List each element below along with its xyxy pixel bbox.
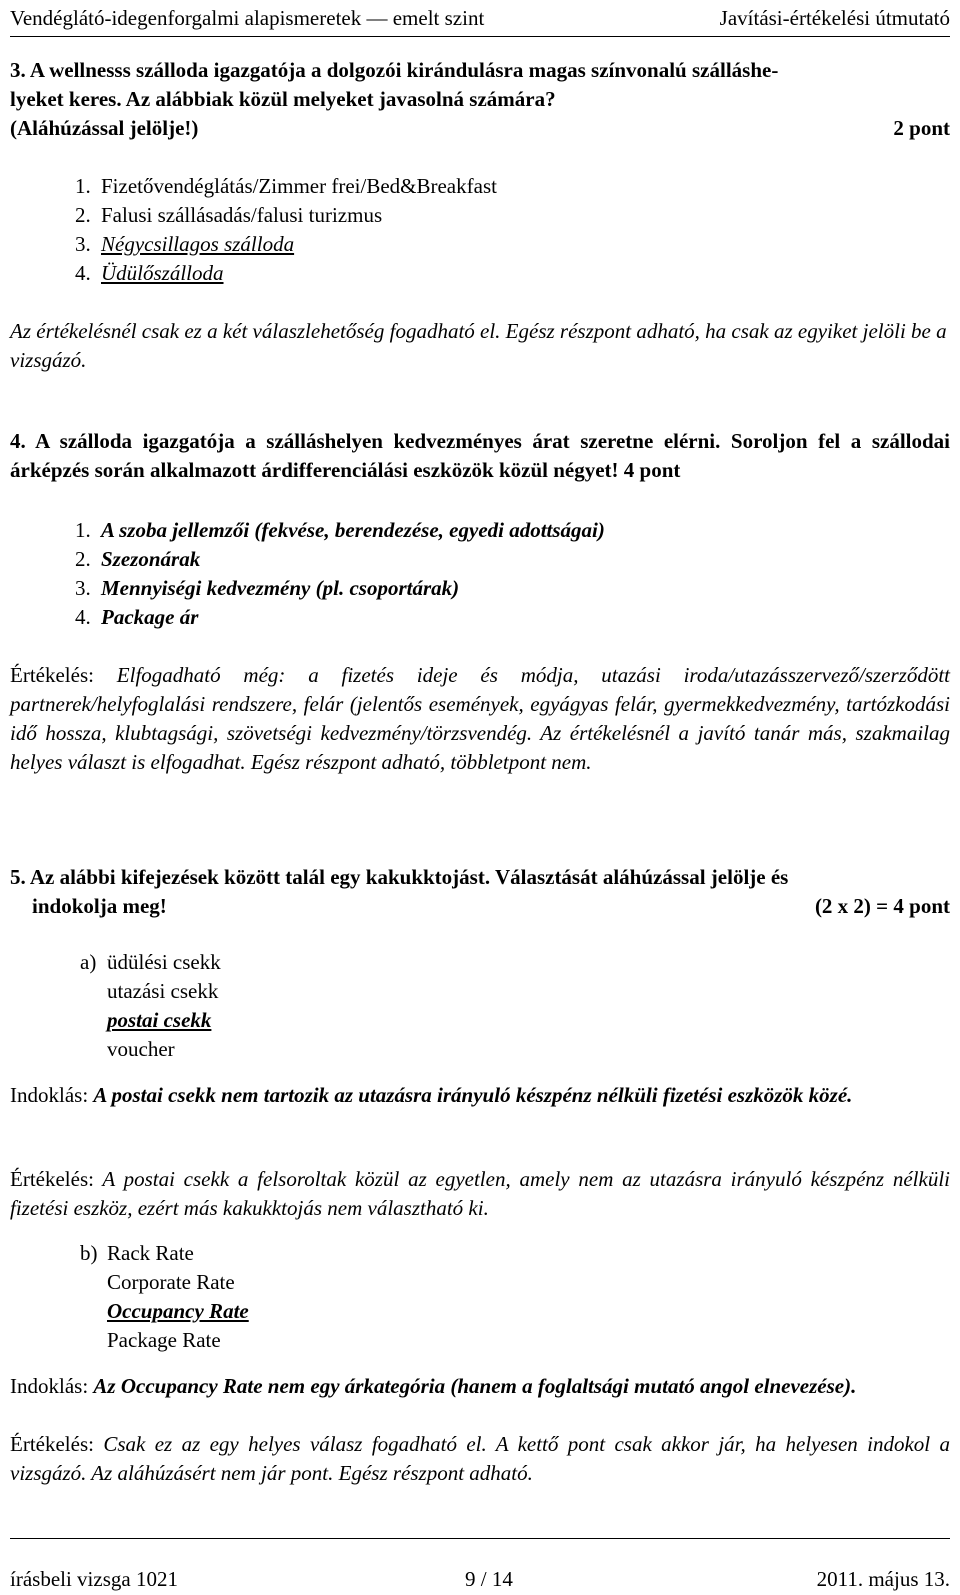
q3-option-correct: 4. Üdülőszálloda [75, 261, 224, 285]
footer-exam: írásbeli vizsga 1021 [10, 1567, 178, 1591]
q3-options [75, 172, 960, 288]
q3-points: 2 pont [893, 116, 950, 140]
q3-note: Az értékelésnél csak ez a két válaszlehetőség fogadható el. Egész részpont adható, ha csak az egyiket jelöli be a vizsgázó. [10, 319, 947, 372]
q3-option-correct: 3. Négycsillagos szálloda [75, 232, 295, 256]
q4-evaluation: Értékelés: Elfogadható még: a fizetés ideje és módja, utazási iroda/utazásszervező/szerződött partnerek/helyfoglalási rendszere, felár (jelentős események, egyágyas felár, gyermekkedvezmény, tartózkodási idő hossza, klubtagsági, szövetségi kedvezmény/törzsvendég. Az értékelésnél a javító tanár más, szakmailag helyes választ is elfogadhat. Egész részpont adható, többletpont nem. [10, 663, 951, 774]
footer-page-number: 9 / 14 [465, 1567, 513, 1591]
page-header [10, 4, 950, 34]
q3-option: 2. Falusi szállásadás/falusi turizmus [75, 203, 383, 227]
q5a-evaluation: Értékelés: A postai csekk a felsoroltak közül az egyetlen, amely nem az utazásra irányuló készpénz nélküli fizetési eszköz, ezért más kakukktojás nem választható ki. [10, 1167, 950, 1220]
q3-option: 1. Fizetővendéglátás/Zimmer frei/Bed&Breakfast [75, 174, 497, 198]
q4-answer: 2. Szezonárak [75, 547, 201, 571]
q4-points: 4 pont [623, 458, 681, 482]
q4-answers [75, 516, 960, 632]
page-footer [10, 1565, 950, 1595]
q5a-reason: Indoklás: A postai csekk nem tartozik az utazásra irányuló készpénz nélküli fizetési eszközök közé. [10, 1083, 853, 1107]
q4-title: 4. A szálloda igazgatója a szálláshelyen kedvezményes árat szeretne elérni. Soroljon fel a szállodai árképzés során alkalmazott árdifferenciálási eszközök közül négyet! 4 pont [10, 429, 950, 482]
q4-answer: 4. Package ár [75, 605, 199, 629]
q5a-correct-option: postai csekk [107, 1008, 212, 1032]
q5-points: (2 x 2) = 4 pont [814, 894, 950, 918]
q5b-correct-option: Occupancy Rate [107, 1299, 249, 1323]
header-divider [10, 36, 950, 37]
q5b-options: b) Rack Rate Corporate Rate Occupancy Rate Package Rate [80, 1241, 249, 1352]
q4-answer: 3. Mennyiségi kedvezmény (pl. csoportárak) [75, 576, 460, 600]
footer-date: 2011. május 13. [816, 1567, 950, 1591]
document-page [10, 0, 950, 1595]
q3-title-line3: (Aláhúzással jelölje!) [10, 116, 199, 140]
q5b-evaluation: Értékelés: Csak ez az egy helyes válasz fogadható el. A kettő pont csak akkor jár, ha helyesen indokol a vizsgázó. Az aláhúzásért nem jár pont. Egész részpont adható. [10, 1432, 951, 1485]
q3-title-line2: lyeket keres. Az alábbiak közül melyeket javasolná számára? [10, 87, 556, 111]
q5b-reason: Indoklás: Az Occupancy Rate nem egy árkategória (hanem a foglaltsági mutató angol elnevezése). [10, 1374, 857, 1398]
header-doc-type: Javítási-értékelési útmutató [719, 6, 950, 30]
q3-title [10, 56, 950, 143]
header-title: Vendéglátó-idegenforgalmi alapismeretek — emelt szint [10, 6, 485, 30]
footer-divider [10, 1538, 950, 1539]
q5a-options: a) üdülési csekk utazási csekk postai csekk voucher [80, 950, 221, 1061]
q5-title-line1: 5. Az alábbi kifejezések között talál egy kakukktojást. Választását aláhúzással jelölje és [10, 865, 789, 889]
q4-answer: 1. A szoba jellemzői (fekvése, berendezése, egyedi adottságai) [75, 518, 605, 542]
q5-title-line2: indokolja meg! [32, 894, 167, 918]
q3-title-line1: 3. A wellnesss szálloda igazgatója a dolgozói kirándulásra magas színvonalú szálláshe- [10, 58, 779, 82]
q5-title [10, 863, 950, 921]
